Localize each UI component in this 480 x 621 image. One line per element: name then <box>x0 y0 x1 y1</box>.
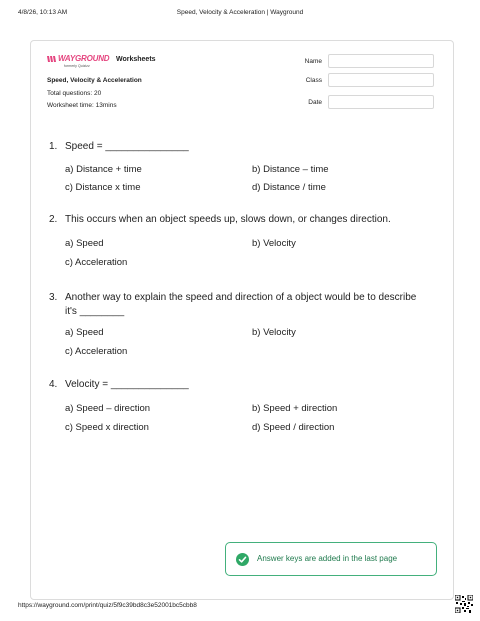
qr-code-icon <box>455 595 473 613</box>
option-a: a) Speed – direction <box>65 403 151 414</box>
question-text: Speed = _______________ <box>65 141 189 152</box>
answer-keys-toast[interactable] <box>225 542 437 576</box>
option-a: a) Speed <box>65 238 104 249</box>
worksheets-label: Worksheets <box>116 56 156 63</box>
question-text: Velocity = ______________ <box>65 379 189 390</box>
option-c: c) Distance x time <box>65 182 141 193</box>
date-field[interactable] <box>328 95 434 109</box>
option-b: b) Velocity <box>252 238 296 249</box>
worksheet-time: Worksheet time: 13mins <box>47 102 117 109</box>
name-field[interactable] <box>328 54 434 68</box>
option-b: b) Distance – time <box>252 164 329 175</box>
option-d: d) Speed / direction <box>252 422 335 433</box>
logo-wordmark: WAYGROUND <box>58 54 110 63</box>
date-label: Date <box>308 99 322 106</box>
toast-message: Answer keys are added in the last page <box>257 554 398 563</box>
name-label: Name <box>304 58 322 65</box>
question-number: 2. <box>49 214 58 225</box>
option-a: a) Speed <box>65 327 104 338</box>
print-header <box>0 9 480 21</box>
question-number: 1. <box>49 141 58 152</box>
class-label: Class <box>305 77 322 84</box>
total-questions: Total questions: 20 <box>47 90 102 97</box>
option-d: d) Distance / time <box>252 182 326 193</box>
option-a: a) Distance + time <box>65 164 142 175</box>
print-date: 4/8/26, 10:13 AM <box>18 9 68 16</box>
wayground-logo-icon <box>47 55 57 63</box>
question-number: 3. <box>49 292 58 303</box>
worksheet-title: Speed, Velocity & Acceleration <box>47 77 142 84</box>
print-title: Speed, Velocity & Acceleration | Wayground <box>176 9 304 16</box>
option-b: b) Velocity <box>252 327 296 338</box>
print-footer-url: https://wayground.com/print/quiz/5f9c39bd8c3e52001bc5cbb8 <box>18 602 197 609</box>
logo-subtitle: formerly Quizizz <box>64 64 90 68</box>
question-number: 4. <box>49 379 58 390</box>
worksheet-card <box>30 40 454 600</box>
option-c: c) Acceleration <box>65 346 128 357</box>
question-text: Another way to explain the speed and direction of a object would be to describe it's ________ <box>65 292 417 317</box>
option-b: b) Speed + direction <box>252 403 338 414</box>
question-text: This occurs when an object speeds up, slows down, or changes direction. <box>65 214 391 225</box>
option-c: c) Acceleration <box>65 257 128 268</box>
class-field[interactable] <box>328 73 434 87</box>
check-circle-icon <box>236 553 249 566</box>
option-c: c) Speed x direction <box>65 422 149 433</box>
